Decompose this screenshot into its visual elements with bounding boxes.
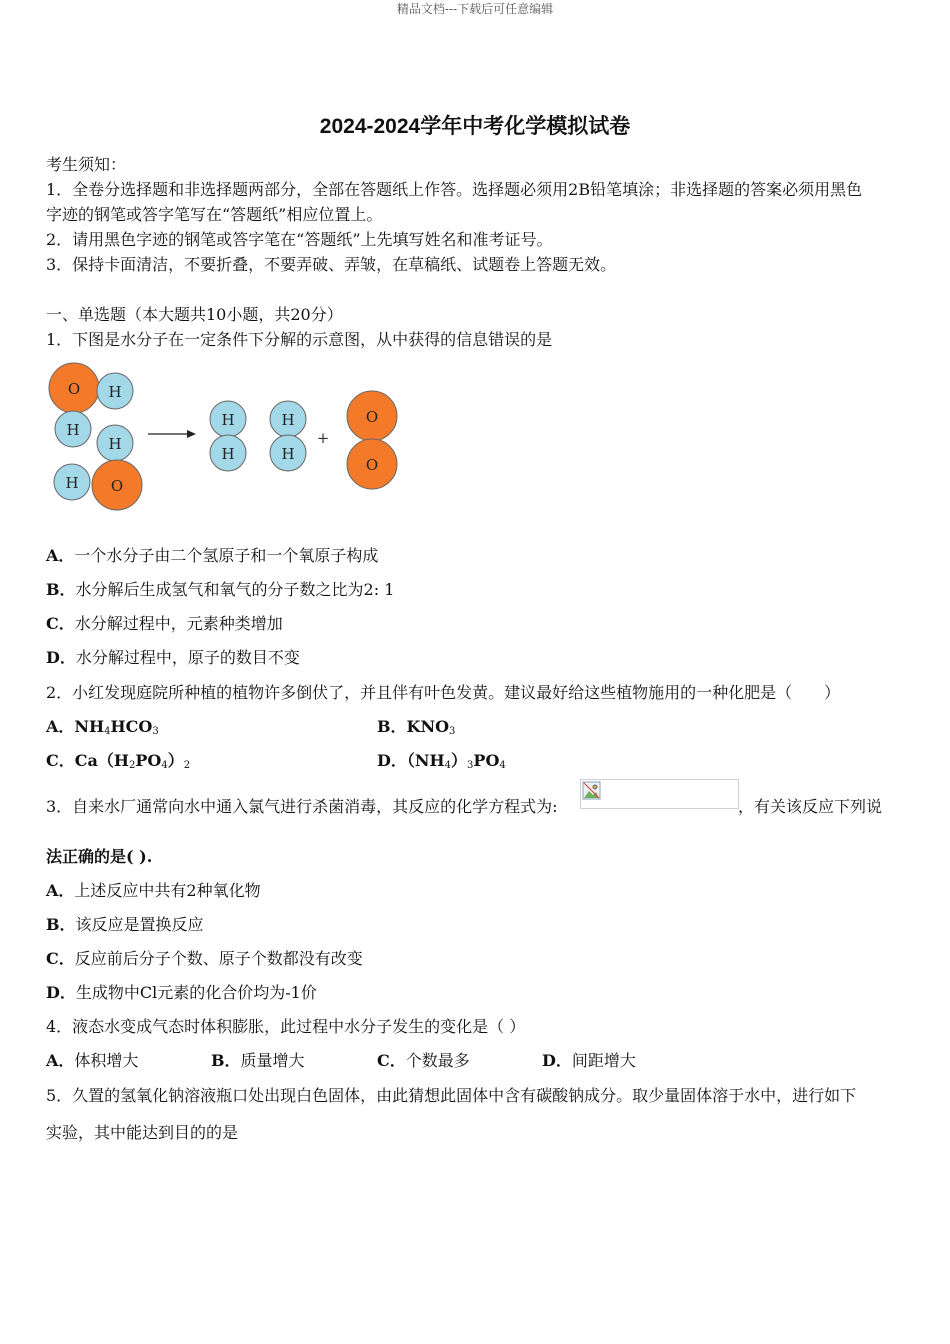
atom-label: H [281, 411, 295, 429]
atom-label: H [221, 445, 235, 463]
water-molecules [49, 363, 142, 510]
page-title: 2024-2024学年中考化学模拟试卷 [319, 115, 631, 138]
q3-stem-after: ，有关该反应下列说 [738, 797, 883, 816]
q5-stem-cont: 实验，其中能达到目的的是 [46, 1123, 239, 1142]
q2-option-b: B．$KNO_3$ [377, 717, 456, 737]
atom-label: H [65, 474, 79, 492]
atom-label: O [110, 477, 124, 495]
atom-label: H [66, 421, 80, 439]
q1-option-a: A．一个水分子由二个氢原子和一个氧原子构成 [46, 546, 379, 565]
notice-item-1: 1．全卷分选择题和非选择题两部分，全部在答题纸上作答。选择题必须用2B铅笔填涂；非选择题的答案必须用黑色 [46, 180, 863, 199]
q3-stem-cont: 法正确的是( ). [46, 847, 153, 866]
q5-stem: 5．久置的氢氧化钠溶液瓶口处出现白色固体，由此猜想此固体中含有碳酸钠成分。取少量固体溶于水中，进行如下 [46, 1086, 857, 1105]
q3-option-d: D．生成物中Cl元素的化合价均为-1价 [46, 983, 317, 1002]
q4-option-a: A．体积增大 [46, 1051, 139, 1070]
q4-option-c: C．个数最多 [377, 1051, 470, 1070]
q2-option-c: C．$Ca(H_2PO_4)_2$ [46, 751, 191, 771]
q2-option-a: A．$NH_4HCO_3$ [46, 717, 159, 737]
notice-item-1-cont: 字迹的钢笔或答字笔写在“答题纸”相应位置上。 [46, 205, 383, 224]
q4-option-d: D．间距增大 [542, 1051, 636, 1070]
section-heading: 一、单选题（本大题共10小题，共20分） [46, 305, 343, 324]
q1-option-b: B．水分解后生成氢气和氧气的分子数之比为2: 1 [46, 580, 395, 599]
equation-image-placeholder [580, 779, 739, 809]
reaction-arrow-icon [148, 430, 196, 438]
q2-option-d: D．$(NH_4)_3PO_4$ [377, 751, 506, 771]
atom-label: H [108, 383, 122, 401]
q3-stem: 3．自来水厂通常向水中通入氯气进行杀菌消毒，其反应的化学方程式为: [46, 797, 558, 816]
notice-item-2: 2．请用黑色字迹的钢笔或答字笔在“答题纸”上先填写姓名和准考证号。 [46, 230, 553, 249]
plus-sign: + [316, 429, 330, 447]
broken-image-icon [582, 781, 602, 801]
hydrogen-molecules [210, 401, 306, 471]
q3-option-c: C．反应前后分子个数、原子个数都没有改变 [46, 949, 363, 968]
q4-stem: 4．液态水变成气态时体积膨胀，此过程中水分子发生的变化是（ ） [46, 1017, 526, 1036]
q1-option-d: D．水分解过程中，原子的数目不变 [46, 648, 300, 667]
q2-stem: 2．小红发现庭院所种植的植物许多倒伏了，并且伴有叶色发黄。建议最好给这些植物施用的一种化肥是（ ） [46, 683, 841, 702]
q3-option-a: A．上述反应中共有2种氧化物 [46, 881, 261, 900]
atom-label: H [221, 411, 235, 429]
notice-heading: 考生须知： [46, 155, 127, 174]
atom-label: O [365, 408, 379, 426]
notice-item-3: 3．保持卡面清洁，不要折叠，不要弄破、弄皱，在草稿纸、试题卷上答题无效。 [46, 255, 617, 274]
q3-option-b: B．该反应是置换反应 [46, 915, 204, 934]
q1-stem: 1．下图是水分子在一定条件下分解的示意图，从中获得的信息错误的是 [46, 330, 553, 349]
atom-label: H [281, 445, 295, 463]
water-decomposition-diagram [46, 360, 406, 520]
atom-label: H [108, 435, 122, 453]
atom-label: O [365, 456, 379, 474]
page-header: 精品文档---下载后可任意编辑 [396, 2, 554, 16]
q4-option-b: B．质量增大 [211, 1051, 305, 1070]
atom-label: O [67, 380, 81, 398]
q1-option-c: C．水分解过程中，元素种类增加 [46, 614, 283, 633]
oxygen-molecule [347, 391, 397, 489]
